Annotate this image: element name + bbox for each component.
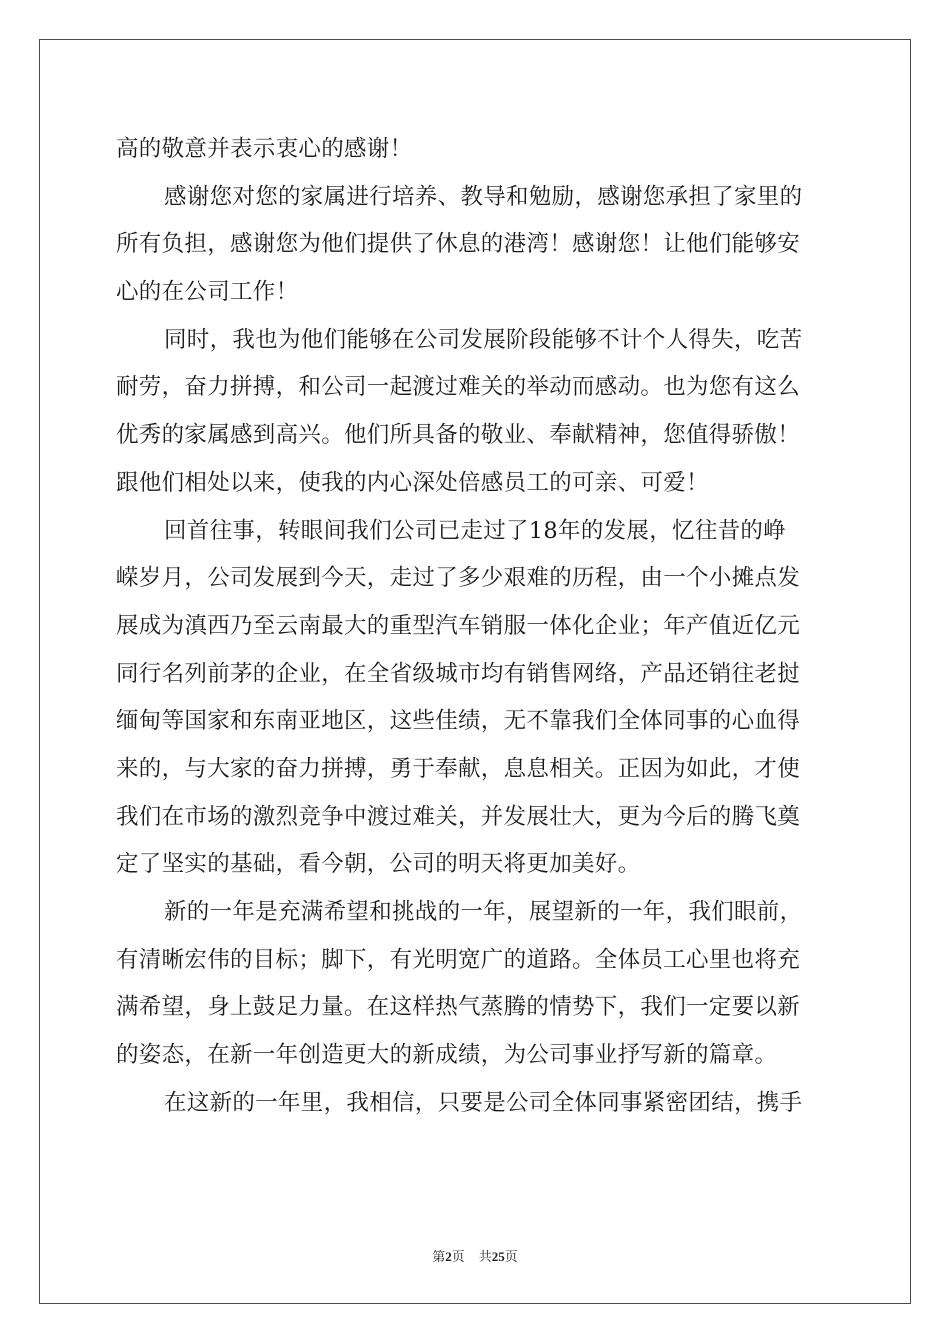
text-line: 有清晰宏伟的目标；脚下，有光明宽广的道路。全体员工心里也将充 (116, 946, 801, 973)
total-pages: 25 (491, 1249, 505, 1264)
text-line: 来的，与大家的奋力拼搏，勇于奉献，息息相关。正因为如此，才使 (116, 755, 801, 782)
document-body (116, 126, 834, 1127)
text-line: 缅甸等国家和东南亚地区，这些佳绩，无不靠我们全体同事的心血得 (116, 708, 801, 735)
text-line: 耐劳，奋力拼搏，和公司一起渡过难关的举动而感动。也为您有这么 (116, 374, 801, 401)
text-line: 定了坚实的基础，看今朝，公司的明天将更加美好。 (116, 851, 641, 878)
text-line: 所有负担，感谢您为他们提供了休息的港湾！感谢您！让他们能够安 (116, 231, 801, 258)
text-line: 我们在市场的激烈竞争中渡过难关，并发展壮大，更为今后的腾飞奠 (116, 803, 801, 830)
text-line: 回首往事，转眼间我们公司已走过了18年的发展，忆往昔的峥 (164, 517, 787, 544)
page-number: 2 (445, 1249, 452, 1264)
text-line: 心的在公司工作！ (116, 279, 299, 306)
page-footer (0, 1248, 950, 1267)
text-line: 跟他们相处以来，使我的内心深处倍感员工的可亲、可爱！ (116, 469, 709, 496)
text-line: 在这新的一年里，我相信，只要是公司全体同事紧密团结，携手 (164, 1089, 803, 1116)
text-line: 同时，我也为他们能够在公司发展阶段能够不计个人得失，吃苦 (164, 326, 803, 353)
text-line: 优秀的家属感到高兴。他们所具备的敬业、奉献精神，您值得骄傲！ (116, 422, 801, 449)
text-line: 新的一年是充满希望和挑战的一年，展望新的一年，我们眼前， (164, 899, 803, 925)
page-prefix: 第 (432, 1250, 446, 1265)
text-line: 感谢您对您的家属进行培养、教导和勉励，感谢您承担了家里的 (164, 183, 803, 210)
text-line: 的姿态，在新一年创造更大的新成绩，为公司事业抒写新的篇章。 (116, 1042, 778, 1069)
text-line: 展成为滇西乃至云南最大的重型汽车销服一体化企业；年产值近亿元 (116, 612, 801, 639)
page-suffix: 页 (451, 1250, 465, 1265)
total-prefix: 共 (478, 1250, 492, 1265)
total-suffix: 页 (504, 1250, 518, 1265)
text-line: 嵘岁月，公司发展到今天，走过了多少艰难的历程，由一个小摊点发 (116, 565, 801, 592)
text-line: 同行名列前茅的企业，在全省级城市均有销售网络，产品还销往老挝 (116, 660, 801, 687)
text-line: 满希望，身上鼓足力量。在这样热气蒸腾的情势下，我们一定要以新 (116, 994, 801, 1021)
text-line: 高的敬意并表示衷心的感谢！ (116, 136, 413, 162)
